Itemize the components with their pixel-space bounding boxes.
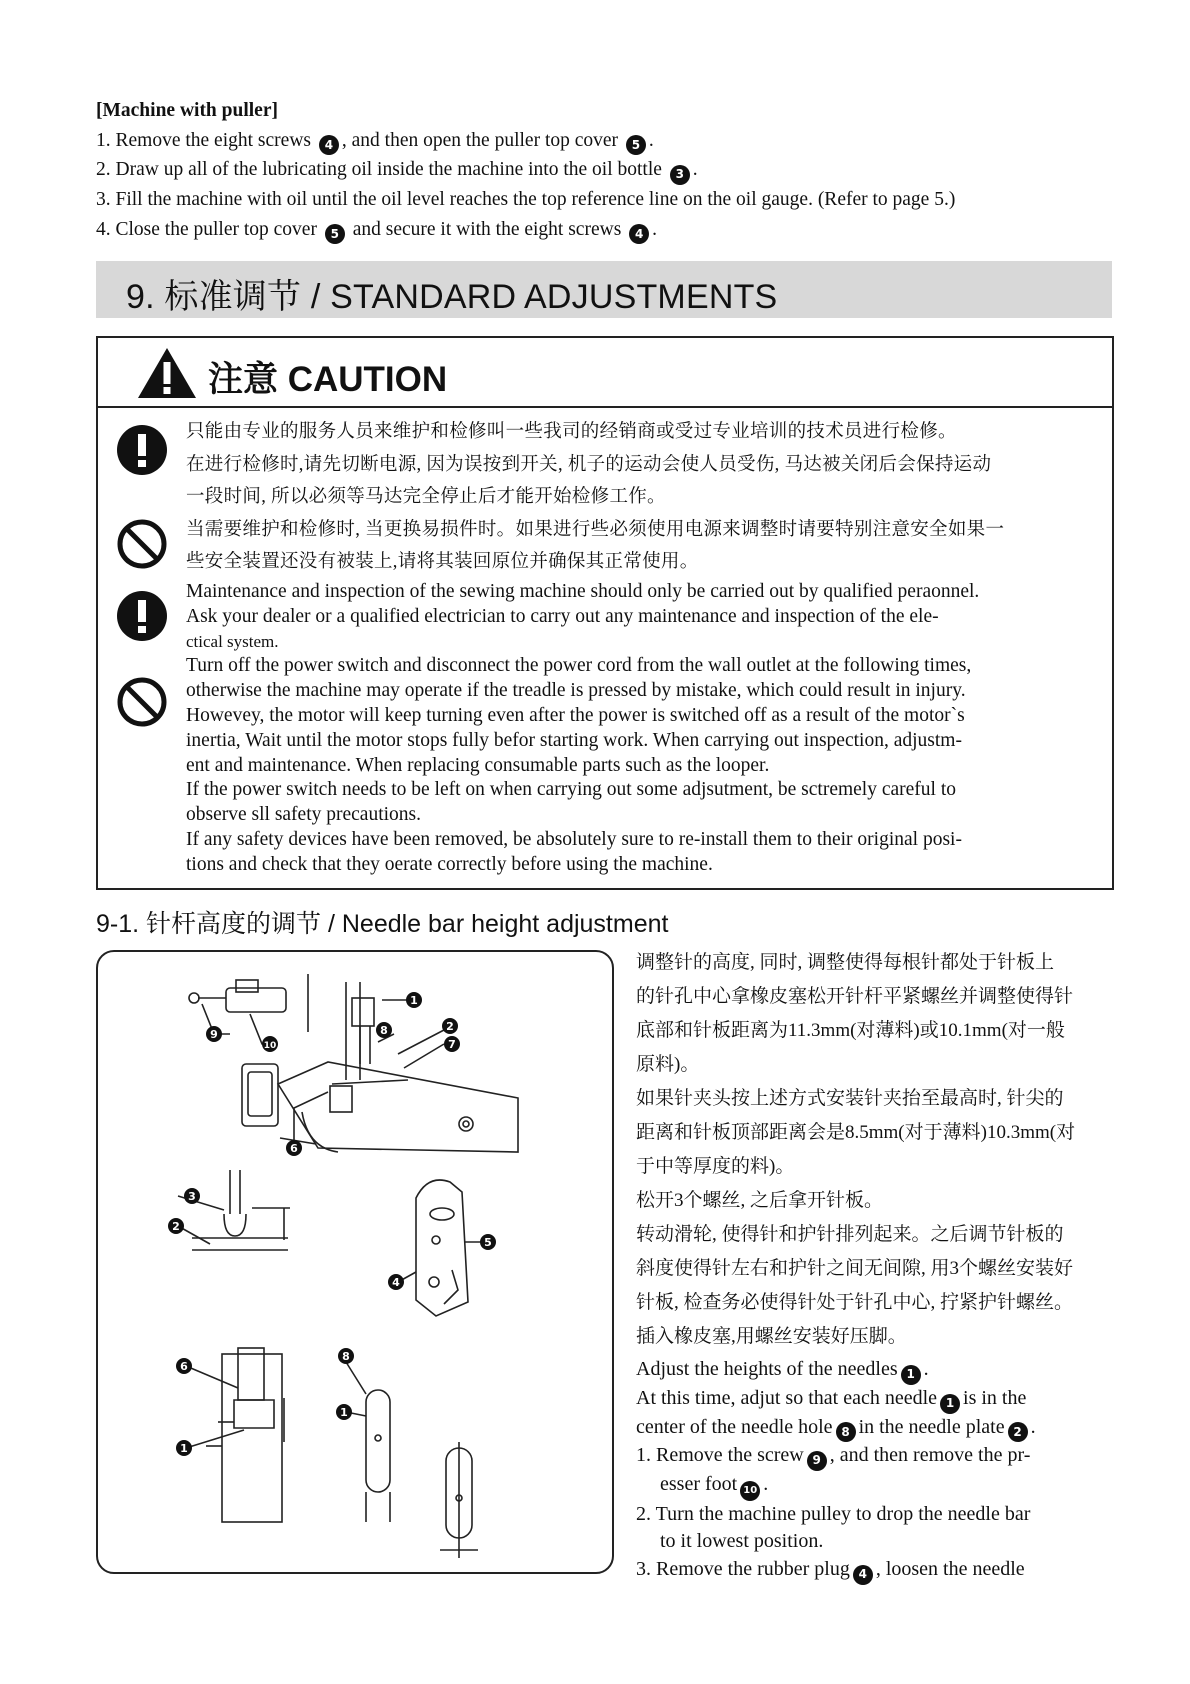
figure-label-9: 9 bbox=[210, 1028, 218, 1041]
callout-4: 4 bbox=[629, 224, 649, 244]
puller-heading: [Machine with puller] bbox=[96, 100, 278, 121]
callout-1: 1 bbox=[901, 1365, 921, 1385]
prohibited-icon bbox=[116, 676, 168, 728]
figure-label-1: 1 bbox=[410, 994, 418, 1007]
caution-title: 注意 CAUTION bbox=[208, 360, 448, 399]
needle-bar-figure bbox=[96, 950, 614, 1574]
figure-label-8: 8 bbox=[380, 1024, 388, 1037]
figure-label-4: 4 bbox=[392, 1276, 400, 1289]
warning-triangle-icon bbox=[136, 346, 198, 400]
prohibited-icon bbox=[116, 518, 168, 570]
figure-label-3: 3 bbox=[188, 1190, 196, 1203]
subsection-title: 9-1. 针杆高度的调节 / Needle bar height adjustment bbox=[96, 910, 669, 938]
caution-english-text: Maintenance and inspection of the sewing machine should only be carried out by qualified peraonnel. Ask your dealer or a qualified electrician to carry out any maintenance and inspection of the ele- ctical system. Turn off the power switch and disconnect the power cord from the wall outlet at the following times, otherwise the machine may operate if the treadle is pressed by mistake, which could result in injury. Howevey, the motor will keep turning even after the power is switched off as a result of the motor`s inertia, Wait until the motor stops fully befor starting work. When carrying out inspection, adjustm- ent and maintenance. When replacing consumable parts such as the looper. If the power switch needs to be left on when carrying out some adjsutment, be sctremely careful to observe sll safety precautions. If any safety devices have been removed, be absolutely sure to re-install them to their original posi- tions and check that they oerate correctly before using the machine. bbox=[186, 581, 980, 875]
step-1: 1. Remove the eight screws 4 , and then open the puller top cover 5 . bbox=[96, 126, 1116, 156]
callout-10: 10 bbox=[740, 1481, 760, 1501]
callout-5: 5 bbox=[325, 224, 345, 244]
step-4: 4. Close the puller top cover 5 and secure it with the eight screws 4 . bbox=[96, 215, 1116, 245]
callout-1: 1 bbox=[940, 1394, 960, 1414]
figure-label-5: 5 bbox=[484, 1236, 492, 1249]
callout-8: 8 bbox=[836, 1422, 856, 1442]
exclamation-icon bbox=[116, 424, 168, 476]
puller-instructions bbox=[96, 96, 1116, 244]
step-2: 2. Draw up all of the lubricating oil inside the machine into the oil bottle 3 . bbox=[96, 155, 1116, 185]
figure-label-2: 2 bbox=[446, 1020, 454, 1033]
caution-chinese-text: 只能由专业的服务人员来维护和检修叫一些我司的经销商或受过专业培训的技术员进行检修。 在进行检修时,请先切断电源, 因为误按到开关, 机子的运动会使人员受伤, 马达被关闭后会保持运动 一段时间, 所以必须等马达完全停止后才能开始检修工作。 当需要维护和检修时, 当更换易损件时。如果进行些必须使用电源来调整时请要特别注意安全如果一 些安全装置还没有被装上,请将其装回原位并确保其正常使用。 bbox=[186, 422, 1005, 572]
caution-header bbox=[98, 338, 1112, 408]
figure-label-2b: 2 bbox=[172, 1220, 180, 1233]
figure-label-7: 7 bbox=[448, 1038, 456, 1051]
figure-label-6: 6 bbox=[290, 1142, 298, 1155]
callout-4: 4 bbox=[853, 1565, 873, 1585]
adjustment-english-text: Adjust the heights of the needles 1 . At this time, adjut so that each needle 1 is in the center of the needle hole 8 in the needle plate 2 . 1. Remove the screw 9 , and then remove the pr- esser foot 10 . 2. Turn the machine pulley to drop the needle bar to it lowest position. 3. Remove the rubber plug 4 , loosen the needle bbox=[636, 1356, 1116, 1585]
figure-label-6b: 6 bbox=[180, 1360, 188, 1373]
callout-2: 2 bbox=[1008, 1422, 1028, 1442]
figure-label-10: 10 bbox=[263, 1041, 277, 1051]
adjustment-chinese-text: 调整针的高度, 同时, 调整使得每根针都处于针板上 的针孔中心拿橡皮塞松开针杆平紧螺丝并调整使得针 底部和针板距离为11.3mm(对薄料)或10.1mm(对一般 原料)。 如果针夹头按上述方式安装针夹抬至最高时, 针尖的 距离和针板顶部距离会是8.5mm(对于薄料)10.3mm(对 于中等厚度的料)。 松开3个螺丝, 之后拿开针板。 转动滑轮, 使得针和护针排列起来。之后调节针板的 斜度使得针左右和护针之间无间隙, 用3个螺丝安装好 针板, 检查务必使得针处于针孔中心, 拧紧护针螺丝。 插入橡皮塞,用螺丝安装好压脚。 bbox=[636, 952, 1076, 1347]
exclamation-icon bbox=[116, 590, 168, 642]
caution-box bbox=[96, 336, 1114, 890]
figure-label-1c: 1 bbox=[340, 1406, 348, 1419]
callout-4: 4 bbox=[319, 135, 339, 155]
section-title: 9. 标准调节 / STANDARD ADJUSTMENTS bbox=[126, 278, 778, 316]
section-banner bbox=[96, 261, 1112, 318]
figure-label-1b: 1 bbox=[180, 1442, 188, 1455]
figure-label-8b: 8 bbox=[342, 1350, 350, 1363]
callout-3: 3 bbox=[670, 165, 690, 185]
step-3: 3. Fill the machine with oil until the oil level reaches the top reference line on the oil gauge. (Refer to page 5.) bbox=[96, 189, 956, 210]
needle-bar-diagram bbox=[98, 952, 612, 1572]
callout-9: 9 bbox=[807, 1451, 827, 1471]
callout-5: 5 bbox=[626, 135, 646, 155]
